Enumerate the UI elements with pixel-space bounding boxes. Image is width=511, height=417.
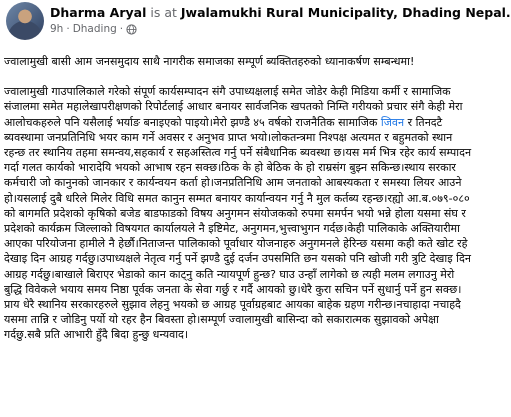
paragraph-text: ज्वालामुखी गाउपालिकाले गरेको संपूर्ण कार्यसम्पादन संगै उपाध्यक्षलाई समेत जोडेर केही मिडिया कर्मी र सामाजिक संजालमा समेत महालेखापरीक्षणको रिपोर्टलाई आधार बनायर सार्वजनिक खपतको निम्ति गरीयको प्रचार संगै केही मेरा आलोचकहरुले पनि यसैलाई भर्याङ बनाइएको पाइयो।मेरो झण्डै ४५ वर्षको राजनैतिक सामाजिक — [4, 85, 463, 129]
separator: · — [66, 23, 70, 35]
post-subline — [50, 21, 469, 37]
post-time[interactable]: 9h — [50, 23, 64, 35]
post-meta — [50, 5, 511, 37]
post-paragraph-1: ज्वालामुखी बासी आम जनसमुदाय साथै नागरीक समाजका सम्पूर्ण ब्यक्तितहरुको ध्यानाकर्षण सम्बन्धमा! — [4, 55, 415, 68]
avatar[interactable] — [6, 2, 44, 40]
paragraph-text: र तिनदटै ब्यवस्थामा जनप्रतिनिधि भयर काम गर्ने अवसर र अनुभव प्राप्त भयो।लोकतन्त्रमा निश्पक्ष अत्यमत र बहुमतको स्थान रहन्छ तर स्थानिय तहमा समन्वय,सहकार्य र सहअस्तित्व गर्नु पर्ने संबैधानिक ब्यवस्था छ।यस मर्म भित्र रहेर कार्य सम्पादन गर्दा गलत कार्यको भारादेयि भयको आभाष रहन सक्छ।ठिक के हो बेठिक के हो राम्रसंग बुझ्न सकिन्छ।स्थाय सरकार कर्मचारी जो कानुनको जानकार र कार्यन्वयन कर्ता हो।जनप्रतिनिधि आम जनताको आबस्यकता र समस्या लियर आउने हो।यसलाई दुबै धरिले मिलेर विधि समत कानुन सम्मत बनायर कार्यान्वयन गर्नु नै मुल कर्तब्य रहन्छ।रह्यो आ.ब.०७९-०८० को बागमति प्रदेशको कृषिको बजेड बाडफाडको विषय अनुगमन संयोजकको रुपमा समर्पन भयो भन्ने होला यसमा संघ र प्रदेशको कार्यक्रम जिल्लाको विषयगत कार्यालयले नै इष्टिमेट, अनुगमन,भुत्त्वाभुगन गर्दछ।केही पालिकाके अक्तियारीमा आएका परियोजना हामीले नै हेर्छौ।निताजन्त पालिकाको पूर्वाधार योजनाहरु अनुगमनले हेरिन्छ यसमा कही कते खोट रहे देखाइ दिन आग्रह गर्दछु।उपाध्यक्षले नेतृत्व गर्नु पर्ने झण्डै दुई दर्जन उपसमिति छन यसको पनि खोजी गरी त्रुटि देखाइ दिन आग्रह गर्दछु।बाखाले बिराएर भेडाको कान काट्नु कति न्यायपूर्ण हुन्छ? घाउ उन्हाँ लागेको छ त्यही मलम लगाउनु मेरो बुद्धि विवेकले भयाय समय निष्ठा पूर्वक जनता के सेवा गर्छु र गर्दै आयको छु।धेरै कुरा सचिन पर्ने सुधार्नु पर्ने हुन सक्छ।प्राय धेरै स्थानिय सरकारहरुले सुझाव लेहनु भयको छ आग्रह पूर्वाग्रहबाट आयका बाहेक ग्रहण गरीन्छ।नचाहादा नचाहदै यसमा तान्नि र जोडिनु पर्यो यो रहर हैन बिवस्ता हो।सम्पूर्ण ज्वालामुखी बासिन्दा को सकारात्मक सुझावको अपेक्षा गर्दछु.सबै प्रति आभारी हुँदै बिदा हुन्छु धन्यवाद। — [4, 115, 472, 342]
is-at-text: is at — [146, 5, 181, 20]
author-name[interactable]: Dharma Aryal — [50, 5, 147, 20]
post-paragraph-2 — [4, 84, 473, 342]
post-location[interactable]: Dhading — [72, 23, 117, 35]
post-header — [4, 0, 511, 56]
separator: · — [119, 23, 124, 35]
hashtag-link[interactable]: जिवन — [380, 115, 405, 129]
globe-icon — [126, 24, 137, 35]
post-body — [4, 54, 473, 358]
name-line — [50, 5, 511, 21]
place-name[interactable]: Jwalamukhi Rural Municipality, Dhading Nepal. — [180, 5, 511, 20]
